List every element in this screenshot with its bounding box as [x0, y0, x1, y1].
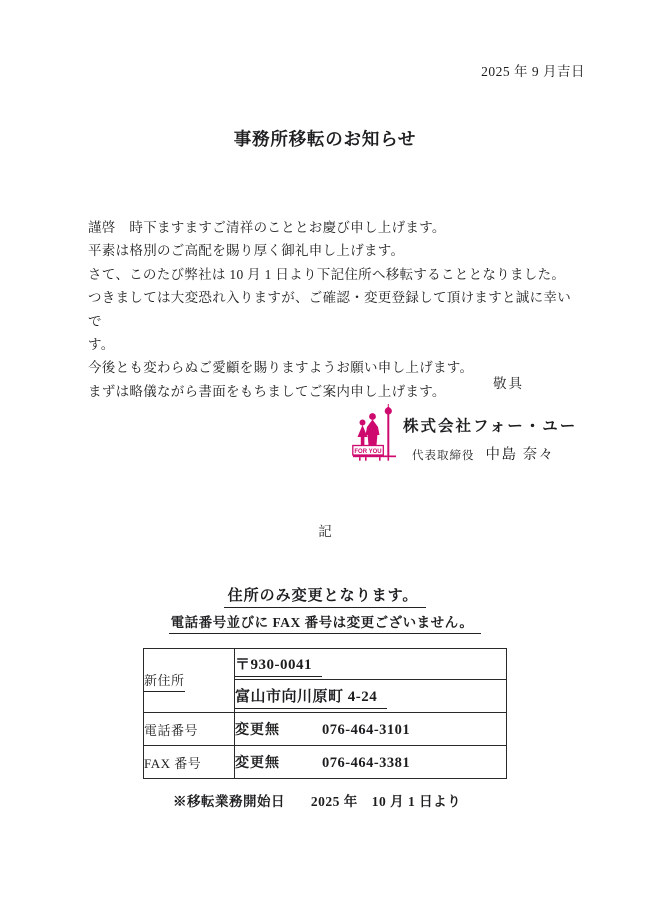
phone-change-status: 変更無 [235, 723, 280, 738]
body-line: 今後とも変わらぬご愛顧を賜りますようお願い申し上げます。 [88, 360, 474, 376]
fax-label: FAX 番号 [144, 755, 202, 771]
table-row [144, 713, 507, 746]
address-cell [235, 680, 507, 713]
body-line: 平素は格別のご高配を賜り厚く御礼申し上げます。 [88, 243, 405, 259]
relocation-info-table [143, 648, 507, 779]
phone-label-cell [144, 713, 235, 746]
body-line: つきましては大変恐れ入りますが、ご確認・変更登録して頂けますと誠に幸いで [88, 290, 571, 329]
postal-code: 〒930-0041 [235, 651, 322, 677]
new-address-label-cell [144, 649, 235, 713]
body-line: す。 [88, 337, 115, 353]
representative-title: 代表取締役 [412, 450, 475, 462]
company-name: 株式会社フォー・ユー [403, 418, 578, 435]
footnote-value: 2025 年 10 月 1 日より [310, 794, 462, 809]
representative-line [412, 443, 555, 464]
phone-value-cell [235, 713, 507, 746]
notice-heading-2 [0, 611, 650, 634]
fax-number: 076-464-3381 [322, 755, 411, 771]
fax-value-cell [235, 746, 507, 779]
record-mark-ki: 記 [318, 524, 332, 539]
notice-heading-1-text: 住所のみ変更となります。 [224, 584, 427, 608]
notice-heading-2-text: 電話番号並びに FAX 番号は変更ございません。 [169, 611, 482, 634]
postal-code-cell [235, 649, 507, 680]
table-row [144, 649, 507, 680]
document-title: 事務所移転のお知らせ [233, 129, 417, 149]
footnote-label: ※移転業務開始日 [173, 794, 285, 809]
notice-heading-1 [0, 584, 650, 608]
table-row [144, 746, 507, 779]
logo-text: FOR YOU [354, 449, 382, 455]
relocation-start-footnote [173, 790, 461, 810]
company-logo-for-you-icon [352, 404, 398, 461]
fax-change-status: 変更無 [235, 756, 280, 771]
body-line: 謹啓 時下ますますご清祥のこととお慶び申し上げます。 [88, 220, 446, 235]
new-address: 富山市向川原町 4-24 [235, 683, 387, 709]
body-line: まずは略儀ながら書面をもちましてご案内申し上げます。 [88, 383, 446, 399]
document-date: 2025 年 9 月吉日 [481, 64, 585, 79]
closing-keigu: 敬具 [493, 376, 524, 391]
new-address-label: 新住所 [144, 670, 185, 692]
body-line: さて、このたび弊社は 10 月 1 日より下記住所へ移転することとなりました。 [88, 266, 566, 282]
phone-number: 076-464-3101 [322, 722, 411, 738]
fax-label-cell [144, 746, 235, 779]
representative-name: 中島 奈々 [485, 447, 555, 463]
phone-label: 電話番号 [144, 722, 199, 738]
